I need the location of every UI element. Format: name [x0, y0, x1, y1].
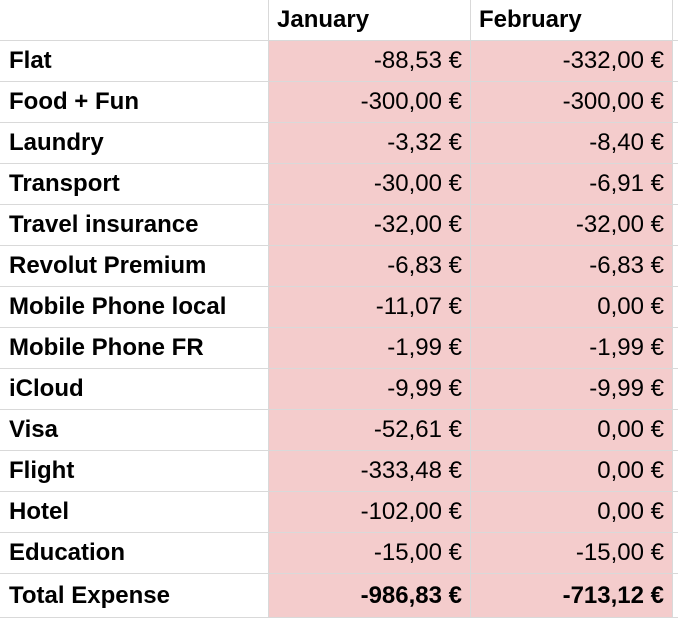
january-value[interactable]: -88,53 € — [269, 41, 471, 82]
february-value[interactable]: 0,00 € — [471, 410, 673, 451]
extra-cell[interactable] — [673, 164, 678, 205]
extra-cell[interactable] — [673, 123, 678, 164]
row-label[interactable]: Food + Fun — [0, 82, 269, 123]
table-row — [0, 492, 678, 533]
row-label[interactable]: Flight — [0, 451, 269, 492]
january-value[interactable]: -333,48 € — [269, 451, 471, 492]
header-january[interactable]: January — [269, 0, 471, 41]
table-row — [0, 246, 678, 287]
february-value[interactable]: -8,40 € — [471, 123, 673, 164]
february-value[interactable]: -15,00 € — [471, 533, 673, 574]
row-label[interactable]: Transport — [0, 164, 269, 205]
row-label[interactable]: Visa — [0, 410, 269, 451]
extra-cell[interactable] — [673, 492, 678, 533]
table-row — [0, 287, 678, 328]
january-value[interactable]: -300,00 € — [269, 82, 471, 123]
header-february[interactable]: February — [471, 0, 673, 41]
extra-cell[interactable] — [673, 246, 678, 287]
row-label[interactable]: Travel insurance — [0, 205, 269, 246]
table-row — [0, 533, 678, 574]
header-corner-cell[interactable] — [0, 0, 269, 41]
february-value[interactable]: -6,83 € — [471, 246, 673, 287]
february-value[interactable]: 0,00 € — [471, 451, 673, 492]
january-value[interactable]: -102,00 € — [269, 492, 471, 533]
table-row — [0, 82, 678, 123]
row-label[interactable]: Mobile Phone FR — [0, 328, 269, 369]
january-value[interactable]: -30,00 € — [269, 164, 471, 205]
february-value[interactable]: -9,99 € — [471, 369, 673, 410]
table-row — [0, 123, 678, 164]
row-label[interactable]: Laundry — [0, 123, 269, 164]
row-label[interactable]: Mobile Phone local — [0, 287, 269, 328]
january-value[interactable]: -1,99 € — [269, 328, 471, 369]
extra-cell[interactable] — [673, 369, 678, 410]
total-label[interactable]: Total Expense — [0, 574, 269, 618]
february-value[interactable]: -332,00 € — [471, 41, 673, 82]
february-value[interactable]: -32,00 € — [471, 205, 673, 246]
extra-cell[interactable] — [673, 82, 678, 123]
february-value[interactable]: -6,91 € — [471, 164, 673, 205]
total-row — [0, 574, 678, 618]
january-value[interactable]: -32,00 € — [269, 205, 471, 246]
extra-cell[interactable] — [673, 410, 678, 451]
february-value[interactable]: -1,99 € — [471, 328, 673, 369]
february-value[interactable]: 0,00 € — [471, 492, 673, 533]
row-label[interactable]: Hotel — [0, 492, 269, 533]
extra-cell[interactable] — [673, 328, 678, 369]
extra-cell[interactable] — [673, 574, 678, 618]
table-row — [0, 41, 678, 82]
table-row — [0, 369, 678, 410]
row-label[interactable]: Education — [0, 533, 269, 574]
table-row — [0, 205, 678, 246]
january-value[interactable]: -15,00 € — [269, 533, 471, 574]
row-label[interactable]: iCloud — [0, 369, 269, 410]
table-row — [0, 164, 678, 205]
extra-cell[interactable] — [673, 41, 678, 82]
january-value[interactable]: -6,83 € — [269, 246, 471, 287]
row-label[interactable]: Flat — [0, 41, 269, 82]
january-value[interactable]: -3,32 € — [269, 123, 471, 164]
header-row — [0, 0, 678, 41]
january-value[interactable]: -11,07 € — [269, 287, 471, 328]
january-value[interactable]: -9,99 € — [269, 369, 471, 410]
header-extra-cell[interactable] — [673, 0, 678, 41]
extra-cell[interactable] — [673, 287, 678, 328]
total-january-value[interactable]: -986,83 € — [269, 574, 471, 618]
february-value[interactable]: 0,00 € — [471, 287, 673, 328]
table-row — [0, 328, 678, 369]
extra-cell[interactable] — [673, 205, 678, 246]
extra-cell[interactable] — [673, 533, 678, 574]
january-value[interactable]: -52,61 € — [269, 410, 471, 451]
extra-cell[interactable] — [673, 451, 678, 492]
february-value[interactable]: -300,00 € — [471, 82, 673, 123]
total-february-value[interactable]: -713,12 € — [471, 574, 673, 618]
row-label[interactable]: Revolut Premium — [0, 246, 269, 287]
table-row — [0, 451, 678, 492]
table-row — [0, 410, 678, 451]
